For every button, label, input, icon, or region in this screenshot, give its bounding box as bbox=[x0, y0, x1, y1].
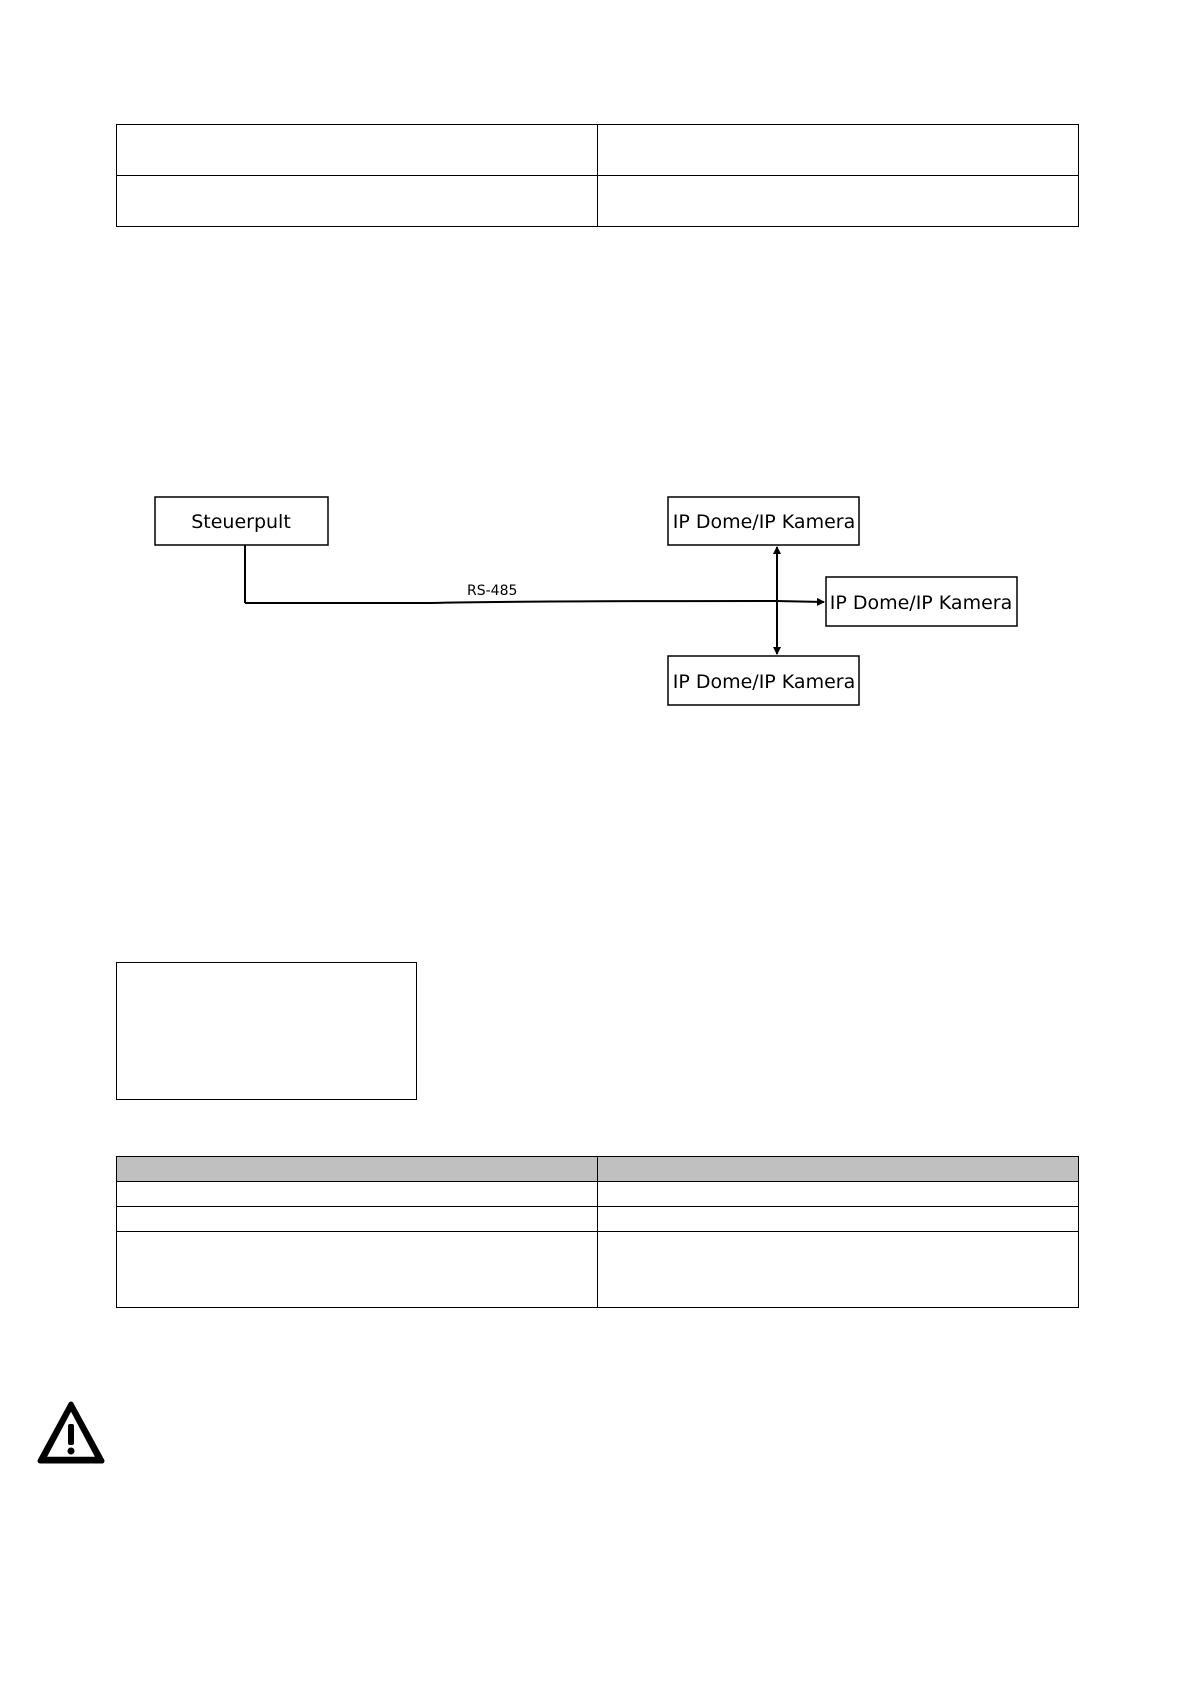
table-cell bbox=[598, 1207, 1079, 1232]
warning-triangle-icon bbox=[36, 1400, 106, 1466]
camera-node-right bbox=[826, 577, 1017, 626]
camera-node-bottom bbox=[668, 656, 859, 705]
table-header-cell bbox=[117, 1157, 598, 1182]
table-cell bbox=[117, 1232, 598, 1308]
steuerpult-node bbox=[155, 497, 328, 545]
camera-label-top: IP Dome/IP Kamera bbox=[672, 511, 856, 533]
camera-label-bottom: IP Dome/IP Kamera bbox=[672, 671, 856, 693]
table-cell bbox=[598, 1182, 1079, 1207]
rs485-label: RS-485 bbox=[467, 583, 518, 599]
table-row bbox=[117, 1182, 1079, 1207]
table-cell bbox=[598, 1232, 1079, 1308]
table-header-row bbox=[117, 1157, 1079, 1182]
steuerpult-label: Steuerpult bbox=[191, 511, 291, 533]
empty-frame-box bbox=[116, 962, 417, 1100]
table-cell bbox=[117, 1207, 598, 1232]
table-cell bbox=[117, 1182, 598, 1207]
camera-label-right: IP Dome/IP Kamera bbox=[829, 592, 1013, 614]
table-row bbox=[117, 1232, 1079, 1308]
table-row bbox=[117, 1207, 1079, 1232]
table-header-cell bbox=[598, 1157, 1079, 1182]
bottom-table bbox=[116, 1156, 1079, 1308]
rs485-connection-diagram bbox=[0, 0, 1191, 760]
rs485-bus-arrow bbox=[245, 601, 824, 603]
camera-node-top bbox=[668, 497, 859, 545]
